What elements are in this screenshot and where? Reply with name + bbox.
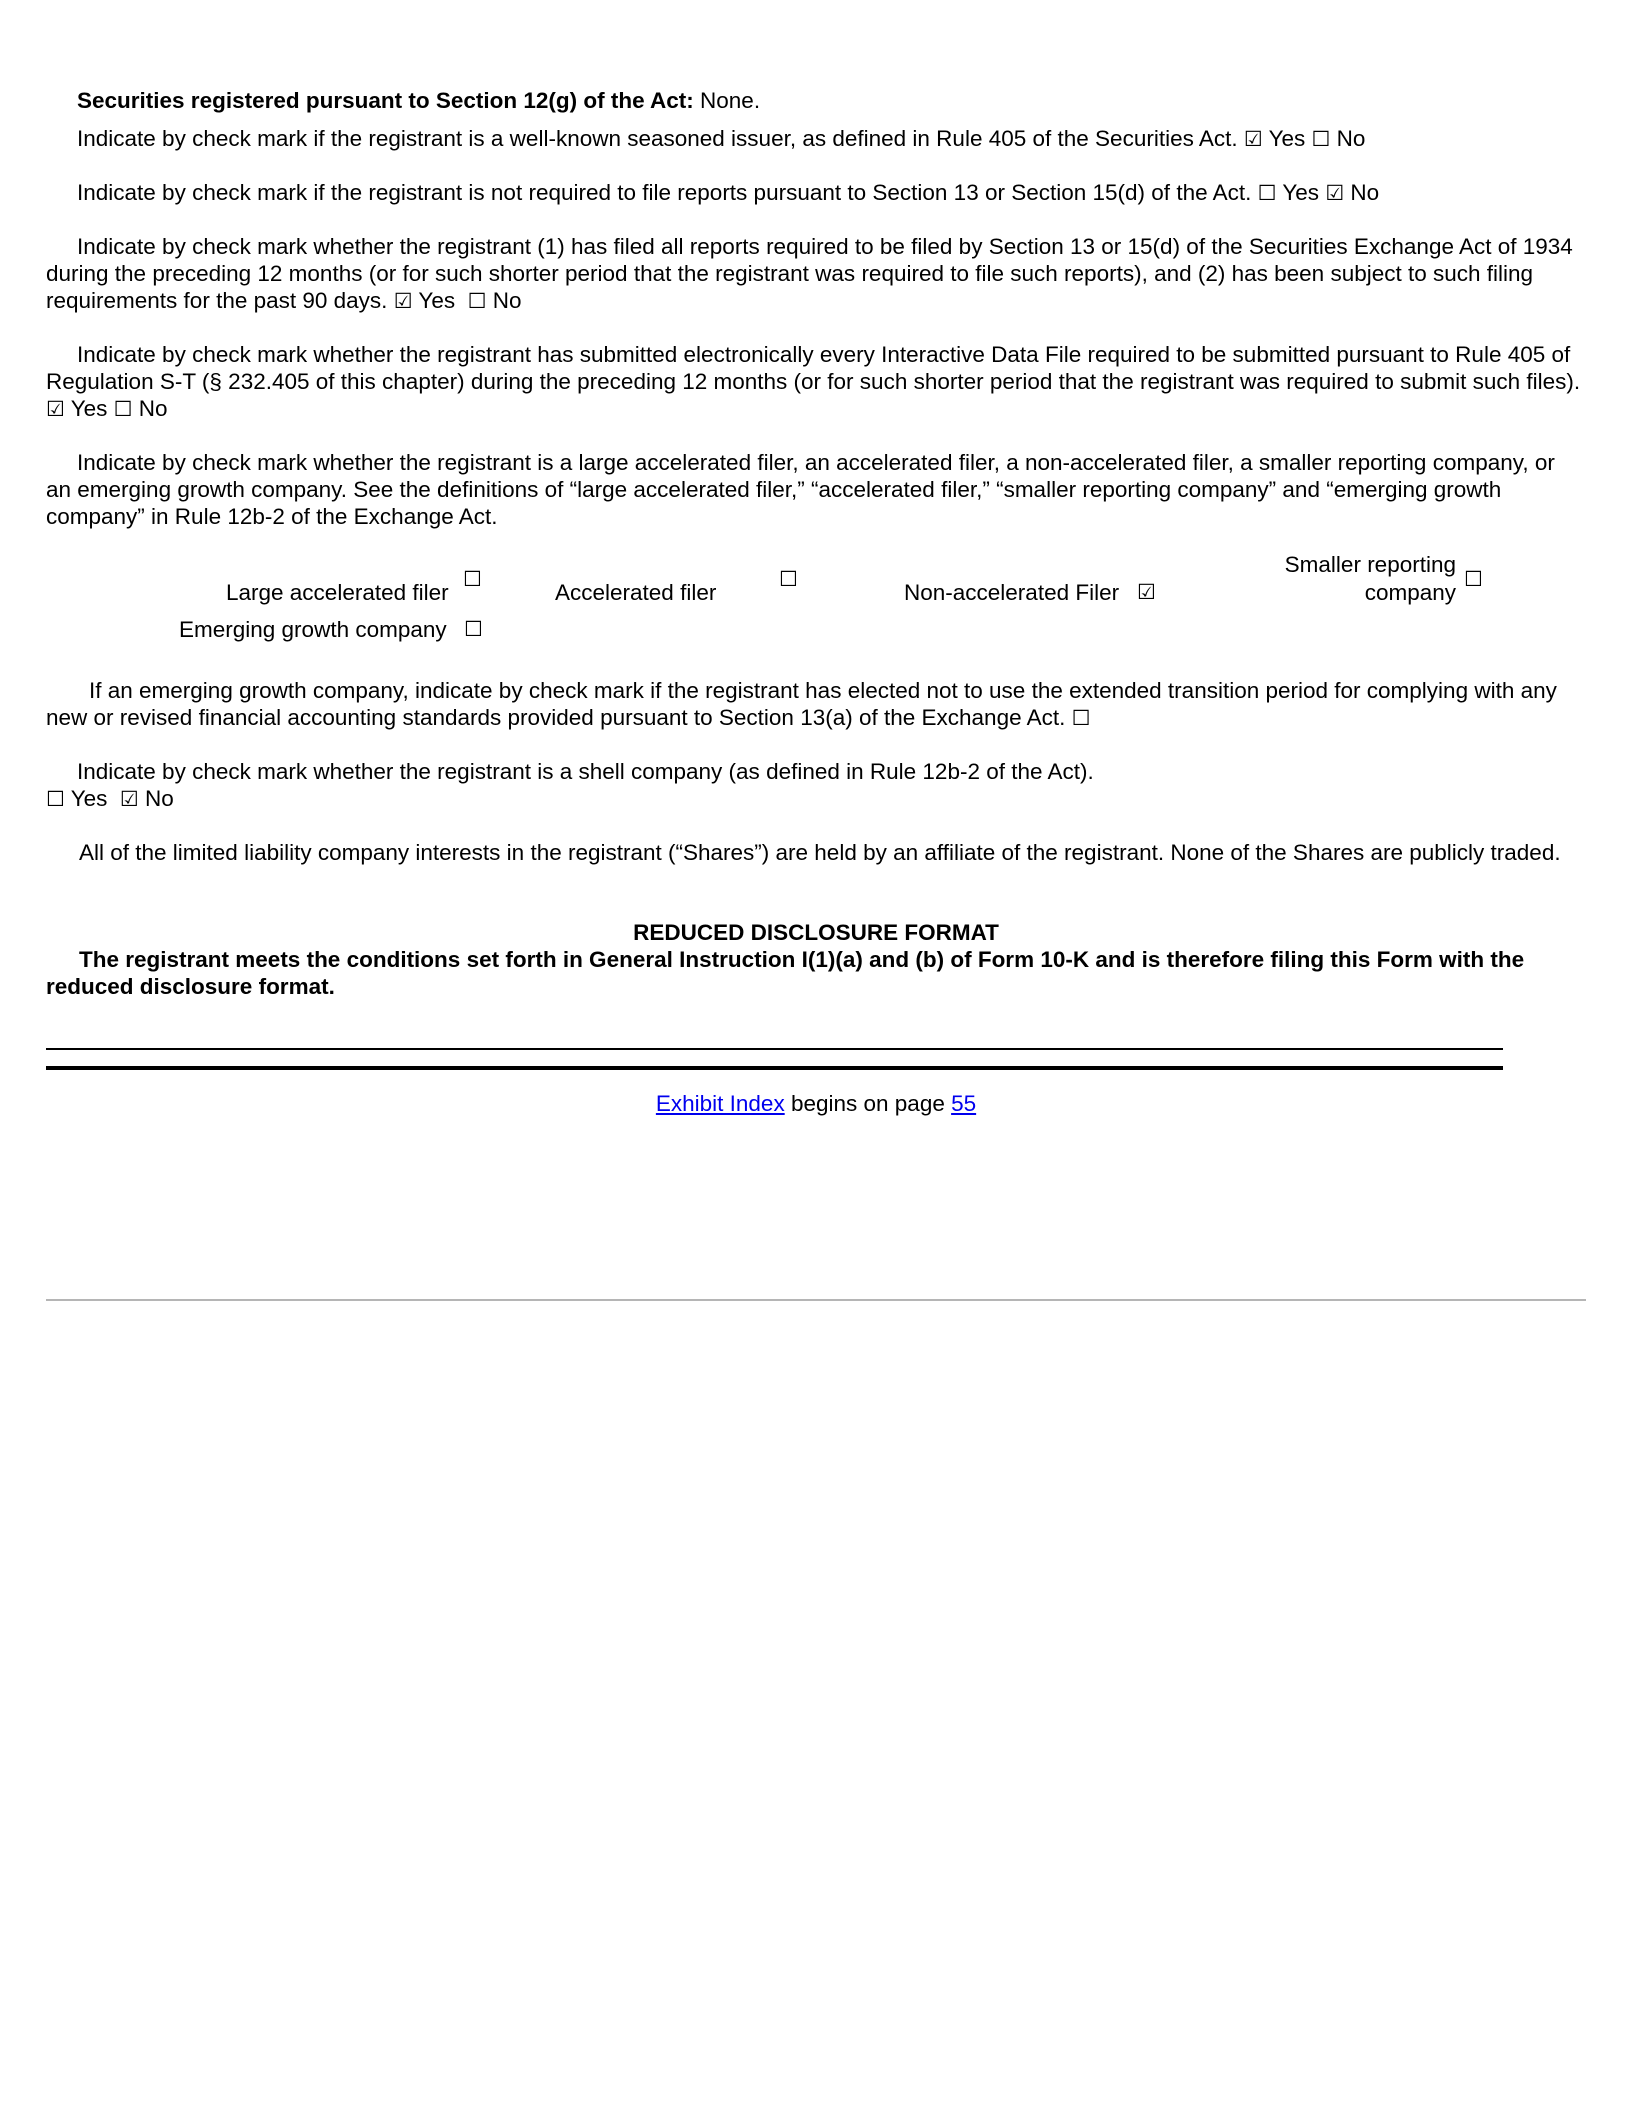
filed-reports-question bbox=[46, 233, 1586, 315]
not-required-no-checkbox[interactable]: ☑ bbox=[1325, 181, 1345, 205]
filed-reports-yes-checkbox[interactable]: ☑ bbox=[393, 289, 413, 313]
shares-note: All of the limited liability company interests in the registrant (“Shares”) are held by an affiliate of the registrant. None of the Shares are publicly traded. bbox=[79, 840, 1561, 865]
filed-reports-no-label: No bbox=[492, 288, 522, 313]
wksi-yes-checkbox[interactable]: ☑ bbox=[1243, 127, 1263, 151]
non-accelerated-filer-checkbox[interactable]: ☑ bbox=[1137, 580, 1156, 604]
page-break-divider bbox=[46, 1299, 1586, 1301]
emerging-transition-checkbox[interactable]: ☐ bbox=[1071, 706, 1091, 730]
not-required-yes-checkbox[interactable]: ☐ bbox=[1257, 181, 1277, 205]
interactive-data-question bbox=[46, 341, 1586, 423]
interactive-data-question-text: Indicate by check mark whether the registrant has submitted electronically every Interactive Data File required to be submitted pursuant to Rule 405 of Regulation S-T (§ 232.405 of this chapter) during the preceding 12 months (or for such shorter period that the registrant was required to submit such files). bbox=[46, 342, 1581, 394]
section-12g-label: Securities registered pursuant to Section 12(g) of the Act: bbox=[77, 88, 694, 113]
emerging-growth-label: Emerging growth company bbox=[179, 617, 447, 642]
filed-reports-yes-label: Yes bbox=[418, 288, 456, 313]
wksi-yes-label: Yes bbox=[1268, 126, 1306, 151]
exhibit-index-line bbox=[46, 1090, 1586, 1117]
filer-status-question: Indicate by check mark whether the registrant is a large accelerated filer, an accelerated filer, a non-accelerated filer, a smaller reporting company, or an emerging growth company. See the definitions of “large accelerated filer,” “accelerated filer,” “smaller reporting company” and “emerging growth company” in Rule 12b-2 of the Exchange Act. bbox=[46, 450, 1555, 529]
emerging-transition-question bbox=[46, 677, 1586, 732]
emerging-growth-checkbox[interactable]: ☐ bbox=[464, 617, 483, 641]
filed-reports-question-text: Indicate by check mark whether the registrant (1) has filed all reports required to be filed by Section 13 or 15(d) of the Securities Exchange Act of 1934 during the preceding 12 months (or for such shorter period that the registrant was required to file such reports), and (2) has been subject to such filing requirements for the past 90 days. bbox=[46, 234, 1573, 313]
shell-company-answers bbox=[46, 785, 1586, 813]
emerging-transition-question-text: If an emerging growth company, indicate by check mark if the registrant has elected not to use the extended transition period for complying with any new or revised financial accounting standards provided pursuant to Section 13(a) of the Exchange Act. bbox=[46, 678, 1557, 730]
accelerated-filer-label: Accelerated filer bbox=[555, 580, 717, 605]
not-required-no-label: No bbox=[1350, 180, 1380, 205]
large-accelerated-filer-label: Large accelerated filer bbox=[226, 580, 449, 605]
section-12g-value: None. bbox=[693, 88, 761, 113]
wksi-question-text: Indicate by check mark if the registrant is a well-known seasoned issuer, as defined in Rule 405 of the Securities Act. bbox=[77, 126, 1238, 151]
not-required-question-text: Indicate by check mark if the registrant is not required to file reports pursuant to Section 13 or Section 15(d) of the Act. bbox=[77, 180, 1252, 205]
not-required-yes-label: Yes bbox=[1282, 180, 1320, 205]
reduced-disclosure-heading: REDUCED DISCLOSURE FORMAT bbox=[633, 920, 999, 945]
shell-company-no-label: No bbox=[145, 786, 174, 811]
exhibit-index-page-link[interactable]: 55 bbox=[951, 1091, 977, 1116]
shell-company-yes-checkbox[interactable]: ☐ bbox=[46, 787, 65, 811]
smaller-reporting-checkbox[interactable]: ☐ bbox=[1464, 567, 1483, 591]
divider-thick bbox=[46, 1066, 1503, 1070]
wksi-no-label: No bbox=[1336, 126, 1366, 151]
not-required-question bbox=[46, 179, 1586, 207]
shell-company-no-checkbox[interactable]: ☑ bbox=[119, 787, 139, 811]
accelerated-filer-checkbox[interactable]: ☐ bbox=[779, 567, 798, 591]
section-12g-line bbox=[46, 87, 1586, 114]
interactive-data-yes-label: Yes bbox=[70, 396, 108, 421]
wksi-question bbox=[46, 125, 1586, 153]
interactive-data-yes-checkbox[interactable]: ☑ bbox=[46, 397, 65, 421]
large-accelerated-filer-checkbox[interactable]: ☐ bbox=[463, 567, 482, 591]
smaller-reporting-label-line1: Smaller reporting bbox=[1284, 552, 1456, 577]
smaller-reporting-label-line2: company bbox=[1364, 580, 1456, 605]
divider-thin bbox=[46, 1048, 1503, 1050]
shell-company-question: Indicate by check mark whether the registrant is a shell company (as defined in Rule 12b-2 of the Act). bbox=[77, 759, 1094, 784]
interactive-data-no-label: No bbox=[138, 396, 168, 421]
exhibit-index-middle-text: begins on page bbox=[784, 1091, 952, 1116]
shell-company-yes-label: Yes bbox=[70, 786, 108, 811]
filed-reports-no-checkbox[interactable]: ☐ bbox=[467, 289, 487, 313]
wksi-no-checkbox[interactable]: ☐ bbox=[1311, 127, 1331, 151]
exhibit-index-link[interactable]: Exhibit Index bbox=[655, 1091, 785, 1116]
reduced-disclosure-text: The registrant meets the conditions set forth in General Instruction I(1)(a) and (b) of Form 10-K and is therefore filing this Form with the reduced disclosure format. bbox=[46, 947, 1525, 999]
non-accelerated-filer-label: Non-accelerated Filer bbox=[904, 580, 1120, 605]
interactive-data-no-checkbox[interactable]: ☐ bbox=[113, 397, 133, 421]
